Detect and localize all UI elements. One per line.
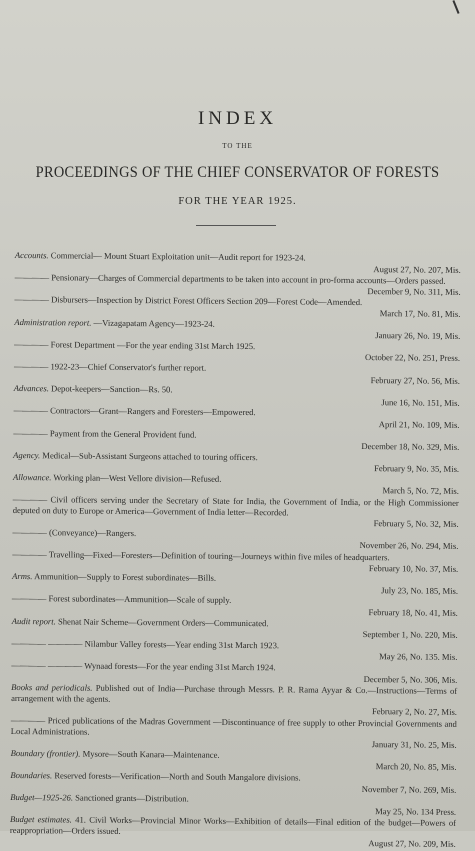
index-entries: [10, 250, 461, 851]
entry-heading: Arms.: [12, 571, 33, 582]
entry-body: [10, 814, 456, 839]
entry-text: Mysore—South Kanara—Maintenance.: [82, 748, 220, 760]
index-entry: [13, 450, 459, 475]
entry-text: Reserved forests—Verification—North and South Mangalore divisions.: [54, 770, 301, 783]
entry-reference: March 5, No. 72, Mis.: [382, 485, 459, 497]
to-the-label: TO THE: [222, 142, 253, 150]
entry-heading: Allowance.: [12, 471, 52, 483]
index-entry: [14, 317, 460, 342]
index-entry: [12, 571, 458, 596]
index-entry: [11, 638, 457, 663]
entry-reference: April 21, No. 109, Mis.: [378, 419, 460, 430]
entry-heading: Administration report.: [14, 316, 92, 328]
entry-reference: September 1, No. 220, Mis.: [362, 629, 458, 641]
entry-body: [13, 494, 459, 519]
entry-text: Depot-keepers—Sanction—Rs. 50.: [50, 383, 173, 395]
index-entry: [11, 660, 457, 685]
entry-reference: November 26, No. 294, Mis.: [359, 540, 459, 552]
entry-body: [11, 682, 457, 707]
entry-text: ———— Payment from the General Provident fund.: [13, 427, 197, 440]
entry-heading: Agency.: [13, 449, 41, 460]
entry-text: Medical—Sub-Assistant Surgeons attached to touring officers.: [42, 449, 258, 462]
document-title: PROCEEDINGS OF THE CHIEF CONSERVATOR OF FORESTS: [35, 164, 440, 181]
index-entry: [14, 294, 460, 319]
entry-reference: March 17, No. 81, Mis.: [379, 308, 461, 319]
entry-heading: Advances.: [13, 383, 49, 394]
entry-reference: February 27, No. 56, Mis.: [370, 374, 460, 386]
entry-reference: November 7, No. 269, Mis.: [361, 783, 457, 795]
entry-text: —Vizagapatam Agency—1923-24.: [93, 317, 215, 329]
entry-reference: May 25, No. 134 Press.: [375, 805, 457, 817]
entry-reference: October 22, No. 251, Press.: [365, 352, 461, 364]
index-entry: [15, 272, 461, 297]
index-entry: [10, 748, 456, 773]
entry-text: Commercial— Mount Stuart Exploitation unit—Audit report for 1923-24.: [50, 250, 306, 263]
entry-heading: Budget—1925-26.: [10, 792, 74, 803]
entry-heading: Budget estimates.: [9, 814, 72, 825]
entry-text: ———— Forest Department —For the year ending 31st March 1925.: [14, 338, 256, 351]
entry-reference: January 26, No. 19, Mis.: [375, 330, 461, 342]
index-entry: [13, 472, 459, 497]
index-entry: [15, 250, 461, 275]
index-entry: [10, 814, 456, 850]
index-entry: [11, 682, 457, 718]
index-entry: [14, 361, 460, 386]
entry-reference: February 10, No. 37, Mis.: [368, 562, 459, 574]
entry-text: ———— Priced publications of the Madras Government —Discontinuance of free supply to other Provincial Governments and Local Administrations.: [10, 714, 457, 737]
entry-reference: February 9, No. 35, Mis.: [374, 463, 460, 475]
entry-reference: July 23, No. 185, Mis.: [381, 585, 459, 596]
entry-text: ———— Pensionary—Charges of Commercial departments to be taken into account in pro-forma accounts—Orders passed.: [14, 272, 446, 286]
index-entry: [14, 339, 460, 364]
index-entry: [10, 792, 456, 817]
entry-reference: August 27, No. 207, Mis.: [373, 263, 461, 275]
entry-reference: December 9, No. 311, Mis.: [367, 285, 461, 297]
entry-heading: Audit report.: [11, 615, 56, 626]
index-entry: [14, 383, 460, 408]
index-entry: [12, 527, 458, 552]
entry-reference: December 18, No. 329, Mis.: [361, 441, 460, 452]
entry-heading: Boundary (frontier).: [10, 747, 81, 759]
entry-heading: Books and periodicals.: [11, 682, 93, 693]
index-entry: [13, 494, 459, 530]
index-heading: INDEX: [197, 108, 278, 129]
entry-text: ———— 1922-23—Chief Conservator's further report.: [13, 360, 207, 373]
entry-text: ———— Forest subordinates—Ammunition—Scale of supply.: [11, 593, 232, 606]
divider: [196, 225, 276, 226]
index-entry: [13, 427, 459, 452]
entry-reference: August 27, No. 209, Mis.: [368, 838, 456, 850]
year-label: FOR THE YEAR 1925.: [178, 196, 297, 207]
index-entry: [10, 770, 456, 795]
entry-heading: Accounts.: [14, 250, 49, 261]
entry-text: ———— Civil officers serving under the Secretary of State for India, the Government of India, or the High Commissioner deputed on duty to Europe or America—Government of India letter—Recorded.: [12, 494, 459, 518]
index-entry: [13, 405, 459, 430]
entry-text: ———— Travelling—Fixed—Foresters—Definition of touring—Journeys within five miles of headquarters.: [12, 549, 390, 563]
index-entry: [11, 715, 457, 751]
entry-text: ———— Disbursers—Inspection by District Forest Officers Section 209—Forest Code—Amended.: [14, 294, 363, 308]
entry-reference: May 26, No. 135. Mis.: [379, 651, 458, 663]
index-entry: [12, 616, 458, 641]
entry-text: 41. Civil Works—Provincial Minor Works—Exhibition of details—Final edition of the budget—Powers of reappropriation—Orders issued.: [9, 814, 457, 836]
entry-text: ———— Contractors—Grant—Rangers and Foresters—Empowered.: [13, 405, 256, 418]
entry-text: Sanctioned grants—Distribution.: [75, 792, 189, 804]
entry-text: Ammunition—Supply to Forest subordinates—Bills.: [34, 571, 217, 583]
entry-reference: March 20, No. 85, Mis.: [375, 761, 457, 773]
index-entry: [12, 593, 458, 618]
entry-body: [11, 715, 457, 740]
entry-text: ———— (Conveyance)—Rangers.: [12, 526, 137, 538]
entry-reference: June 16, No. 151, Mis.: [381, 396, 460, 408]
entry-reference: February 5, No. 32, Mis.: [373, 518, 459, 530]
entry-reference: December 5, No. 306, Mis.: [363, 673, 458, 685]
entry-text: Shenat Nair Scheme—Government Orders—Communicated.: [57, 615, 269, 628]
entry-text: Published out of India—Purchase through Messrs. P. R. Rama Ayyar & Co.—Instructions—Terms of arrangement with the agents.: [11, 682, 458, 704]
entry-heading: Boundaries.: [10, 769, 53, 781]
entry-reference: February 18, No. 41, Mis.: [368, 607, 458, 618]
index-entry: [12, 549, 458, 574]
entry-text: ———— ———— Nilambur Valley forests—Year ending 31st March 1923.: [11, 637, 280, 651]
entry-reference: January 31, No. 25, Mis.: [371, 739, 457, 750]
entry-text: ———— ———— Wynaad forests—For the year ending 31st March 1924.: [11, 659, 276, 673]
corner-mark: [452, 0, 459, 14]
entry-reference: February 2, No. 27, Mis.: [371, 706, 458, 718]
entry-text: Working plan—West Vellore division—Refused.: [53, 472, 222, 484]
